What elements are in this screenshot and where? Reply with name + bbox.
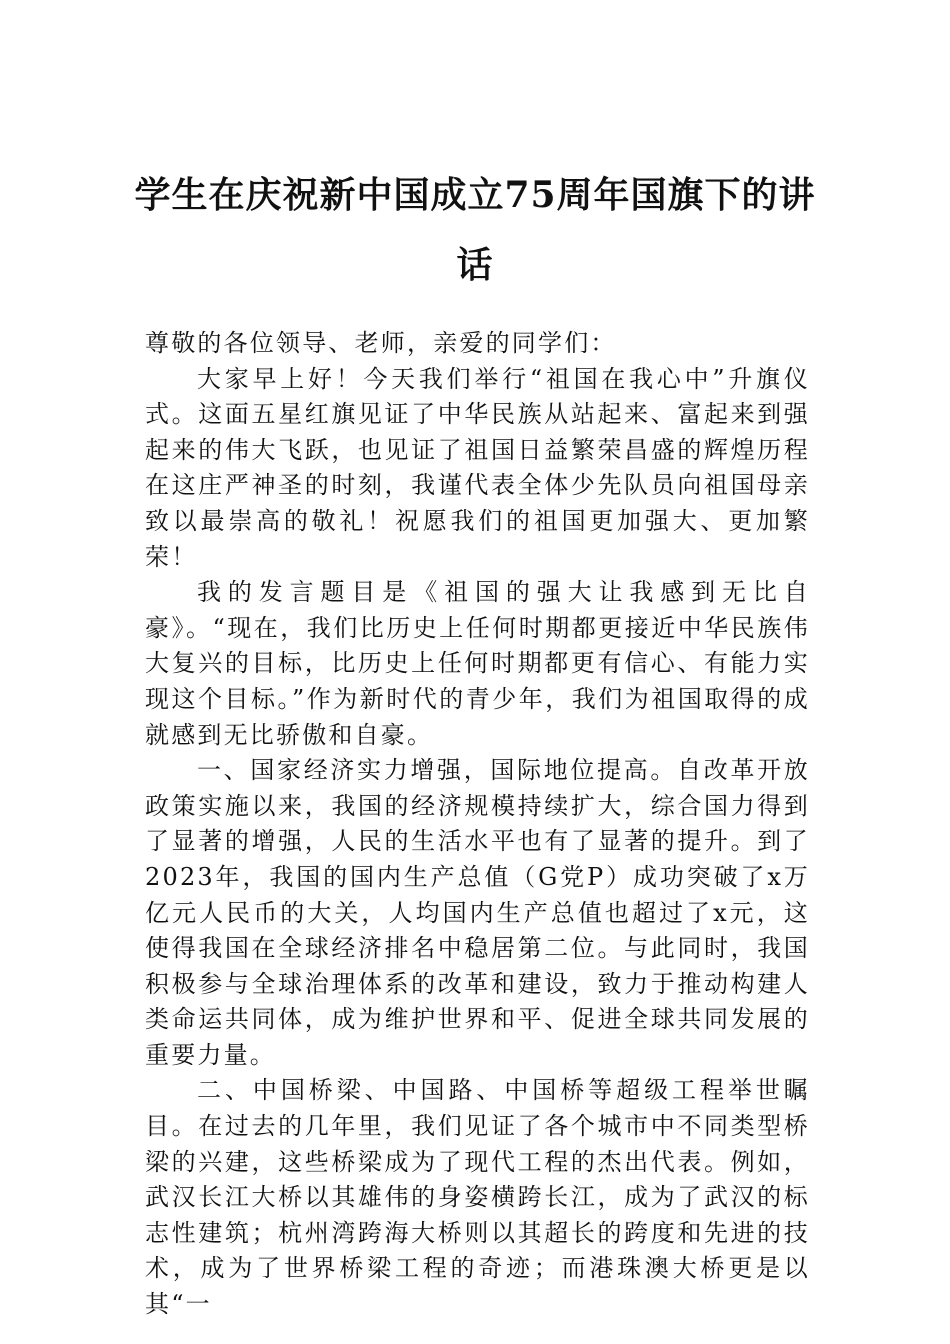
- document-body: [145, 326, 810, 1323]
- paragraph-bridges: 二、中国桥梁、中国路、中国桥等超级工程举世瞩目。在过去的几年里，我们见证了各个城市中不同类型桥梁的兴建，这些桥梁成为了现代工程的杰出代表。例如，武汉长江大桥以其雄伟的身姿横跨长江，成为了武汉的标志性建筑；杭州湾跨海大桥则以其超长的跨度和先进的技术，成为了世界桥梁工程的奇迹；而港珠澳大桥更是以其“一: [145, 1076, 810, 1319]
- paragraph-economy: 一、国家经济实力增强，国际地位提高。自改革开放政策实施以来，我国的经济规模持续扩大，综合国力得到了显著的增强，人民的生活水平也有了显著的提升。到了2023年，我国的国内生产总值（G党P）成功突破了x万亿元人民币的大关，人均国内生产总值也超过了x元，这使得我国在全球经济排名中稳居第二位。与此同时，我国积极参与全球治理体系的改革和建设，致力于推动构建人类命运共同体，成为维护世界和平、促进全球共同发展的重要力量。: [145, 756, 810, 1069]
- salutation: 尊敬的各位领导、老师，亲爱的同学们：: [145, 329, 617, 357]
- paragraph-greeting: 大家早上好！今天我们举行“祖国在我心中”升旗仪式。这面五星红旗见证了中华民族从站起来、富起来到强起来的伟大飞跃，也见证了祖国日益繁荣昌盛的辉煌历程在这庄严神圣的时刻，我谨代表全体少先队员向祖国母亲致以最崇高的敬礼！祝愿我们的祖国更加强大、更加繁荣！: [145, 364, 810, 571]
- paragraph-topic: 我的发言题目是《祖国的强大让我感到无比自豪》。“现在，我们比历史上任何时期都更接近中华民族伟大复兴的目标，比历史上任何时期都更有信心、有能力实现这个目标。”作为新时代的青少年，我们为祖国取得的成就感到无比骄傲和自豪。: [145, 578, 810, 749]
- document-title: 学生在庆祝新中国成立75周年国旗下的讲话: [134, 174, 816, 286]
